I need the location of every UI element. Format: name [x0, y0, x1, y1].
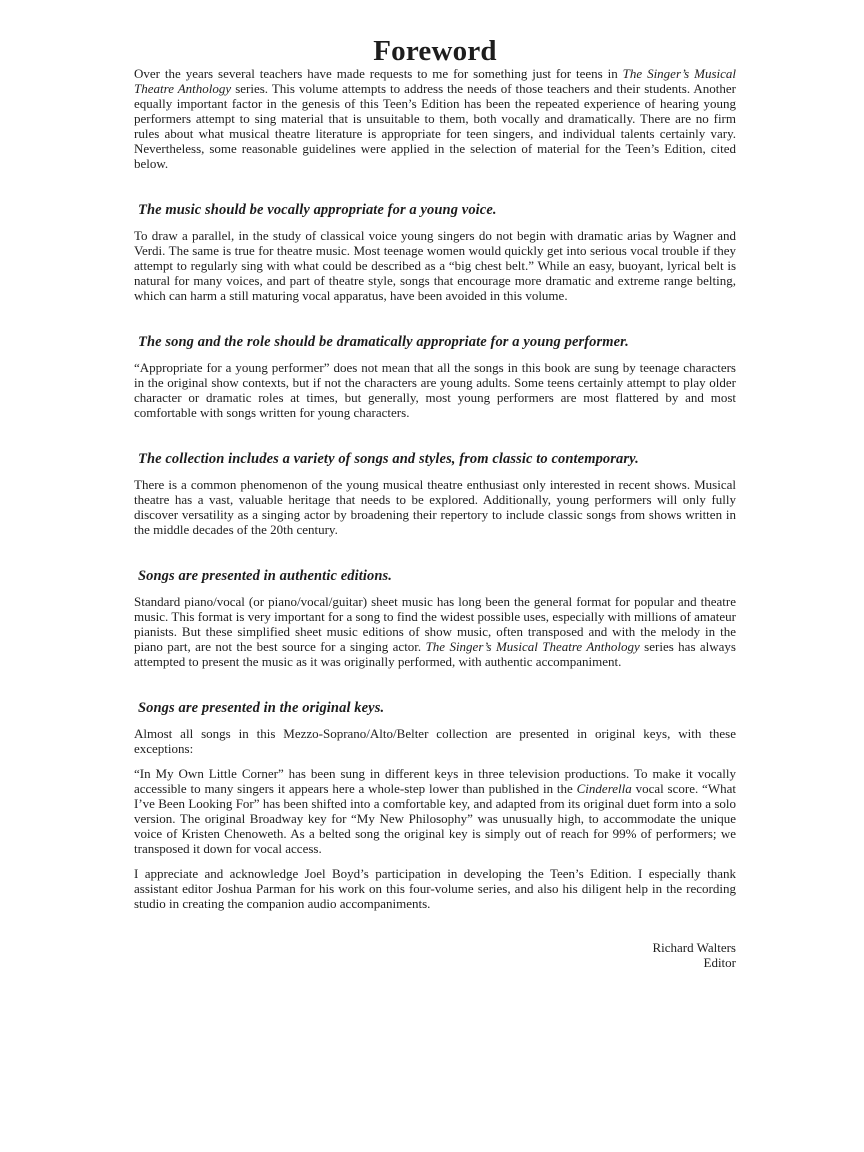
section-paragraph	[134, 477, 736, 537]
italic-text-run: Cinderella	[576, 781, 632, 796]
signature-block	[134, 940, 736, 970]
section-vocally-appropriate	[134, 202, 736, 303]
page-title: Foreword	[373, 35, 497, 67]
text-run: There is a common phenomenon of the young musical theatre enthusiast only interested in recent shows. Musical theatre has a vast, valuable heritage that needs to be explored. Additionally, young performers will only fully discover versatility as a singing actor by broadening their repertory to include classic songs from shows written in the middle decades of the 20th century.	[134, 477, 736, 537]
section-paragraph	[134, 360, 736, 420]
section-heading: Songs are presented in the original keys.	[138, 700, 385, 716]
signature-role: Editor	[703, 955, 736, 970]
section-paragraph	[134, 766, 736, 856]
text-run: I appreciate and acknowledge Joel Boyd’s participation in developing the Teen’s Edition. I especially thank assistant editor Joshua Parman for his work on this four-volume series, and also his diligent help in the recording studio in creating the companion audio accompaniments.	[134, 866, 736, 911]
section-dramatically-appropriate	[134, 334, 736, 420]
section-heading: The song and the role should be dramatically appropriate for a young performer.	[138, 334, 629, 350]
intro-paragraph	[134, 66, 736, 171]
section-heading: Songs are presented in authentic editions.	[138, 568, 392, 584]
page-content	[134, 0, 736, 970]
section-paragraph	[134, 726, 736, 756]
section-paragraph	[134, 594, 736, 669]
section-original-keys	[134, 700, 736, 856]
section-heading: The collection includes a variety of songs and styles, from classic to contemporary.	[138, 451, 639, 467]
text-run: Over the years several teachers have made requests to me for something just for teens in	[134, 66, 623, 81]
text-run: “Appropriate for a young performer” does not mean that all the songs in this book are sung by teenage characters in the original show contexts, but if not the characters are young adults. Some teens certainly attempt to play older character or dramatic roles at times, but generally, most young performers are most flattered by and most comfortable with songs written for young characters.	[134, 360, 736, 420]
closing-paragraph	[134, 866, 736, 911]
signature-name: Richard Walters	[652, 940, 736, 955]
section-variety-of-songs	[134, 451, 736, 537]
text-run: To draw a parallel, in the study of classical voice young singers do not begin with dramatic arias by Wagner and Verdi. The same is true for theatre music. Most teenage women would quickly get into serious vocal trouble if they attempt to regularly sing with what could be described as a “big chest belt.” While an easy, buoyant, lyrical belt is natural for many voices, and part of theatre style, songs that encourage more dramatic and extreme range belting, which can harm a still maturing vocal apparatus, have been avoided in this volume.	[134, 228, 736, 303]
section-paragraph	[134, 228, 736, 303]
text-run: “In My Own Little Corner” has been sung in different keys in three television productions. To make it vocally accessible to many singers it appears here a whole-step lower than published in the	[134, 766, 736, 796]
text-run: series has always attempted to present the music as it was originally performed, with authentic accompaniment.	[134, 639, 736, 669]
italic-text-run: The Singer’s Musical Theatre Anthology	[425, 639, 640, 654]
text-run: Standard piano/vocal (or piano/vocal/guitar) sheet music has long been the general format for popular and theatre music. This format is very important for a song to find the widest possible uses, especially with millions of amateur pianists. But these simplified sheet music editions of show music, often transposed and with the melody in the piano part, are not the best source for a singing actor.	[134, 594, 736, 654]
section-heading: The music should be vocally appropriate for a young voice.	[138, 202, 497, 218]
section-authentic-editions	[134, 568, 736, 669]
text-run: vocal score. “What I’ve Been Looking For” has been shifted into a comfortable key, and adapted from its original duet form into a solo version. The original Broadway key for “My New Philosophy” was unusually high, to accommodate the unique voice of Kristen Chenoweth. As a belted song the original key is simply out of reach for 99% of performers; we transposed it down for vocal access.	[134, 781, 736, 856]
italic-text-run: The Singer’s Musical Theatre Anthology	[134, 66, 736, 96]
text-run: series. This volume attempts to address the needs of those teachers and their students. Another equally important factor in the genesis of this Teen’s Edition has been the repeated experience of hearing young performers attempt to sing material that is unsuitable to them, both vocally and dramatically. There are no firm rules about what musical theatre literature is appropriate for teen singers, and individual talents certainly vary. Nevertheless, some reasonable guidelines were applied in the selection of material for the Teen’s Edition, cited below.	[134, 81, 736, 171]
text-run: Almost all songs in this Mezzo-Soprano/Alto/Belter collection are presented in original keys, with these exceptions:	[134, 726, 736, 756]
